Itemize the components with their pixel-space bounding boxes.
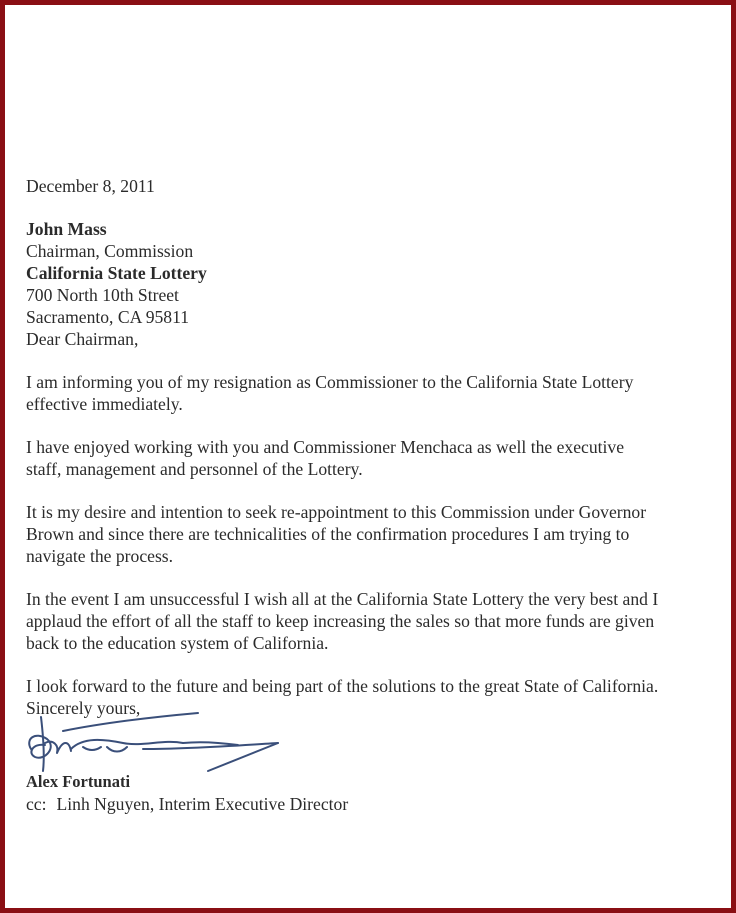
paragraph-wishes [26, 588, 731, 654]
recipient-address [26, 218, 731, 328]
cc-recipient: Linh Nguyen, Interim Executive Director [56, 794, 349, 814]
paragraph-line: I look forward to the future and being part of the solutions to the great State of California. [26, 676, 659, 696]
paragraph-line: staff, management and personnel of the Lottery. [26, 459, 363, 479]
closing: Sincerely yours, [26, 698, 141, 718]
paragraph-line: effective immediately. [26, 394, 183, 414]
recipient-street: 700 North 10th Street [26, 285, 179, 305]
paragraph-line: It is my desire and intention to seek re-appointment to this Commission under Governor [26, 502, 647, 522]
paragraph-resignation [26, 371, 731, 415]
cc-line [26, 793, 731, 815]
handwritten-signature [23, 709, 283, 779]
paragraph-line: In the event I am unsuccessful I wish all at the California State Lottery the very best and I [26, 589, 659, 609]
letter-date: December 8, 2011 [26, 176, 155, 196]
paragraph-line: applaud the effort of all the staff to keep increasing the sales so that more funds are given [26, 611, 655, 631]
paragraph-enjoyed [26, 436, 731, 480]
paragraph-line: navigate the process. [26, 546, 174, 566]
signature-area [26, 719, 731, 771]
paragraph-future [26, 675, 731, 697]
recipient-title: Chairman, Commission [26, 241, 194, 261]
recipient-name: John Mass [26, 219, 107, 239]
recipient-organization: California State Lottery [26, 263, 207, 283]
paragraph-line: back to the education system of California. [26, 633, 329, 653]
recipient-city: Sacramento, CA 95811 [26, 307, 190, 327]
paragraph-reappointment [26, 501, 731, 567]
paragraph-line: Brown and since there are technicalities of the confirmation procedures I am trying to [26, 524, 630, 544]
signer-name: Alex Fortunati [26, 772, 131, 791]
paragraph-line: I have enjoyed working with you and Commissioner Menchaca as well the executive [26, 437, 625, 457]
letter-body [26, 175, 731, 815]
paragraph-line: I am informing you of my resignation as Commissioner to the California State Lottery [26, 372, 634, 392]
cc-label: cc: [26, 794, 47, 814]
salutation: Dear Chairman, [26, 329, 139, 349]
